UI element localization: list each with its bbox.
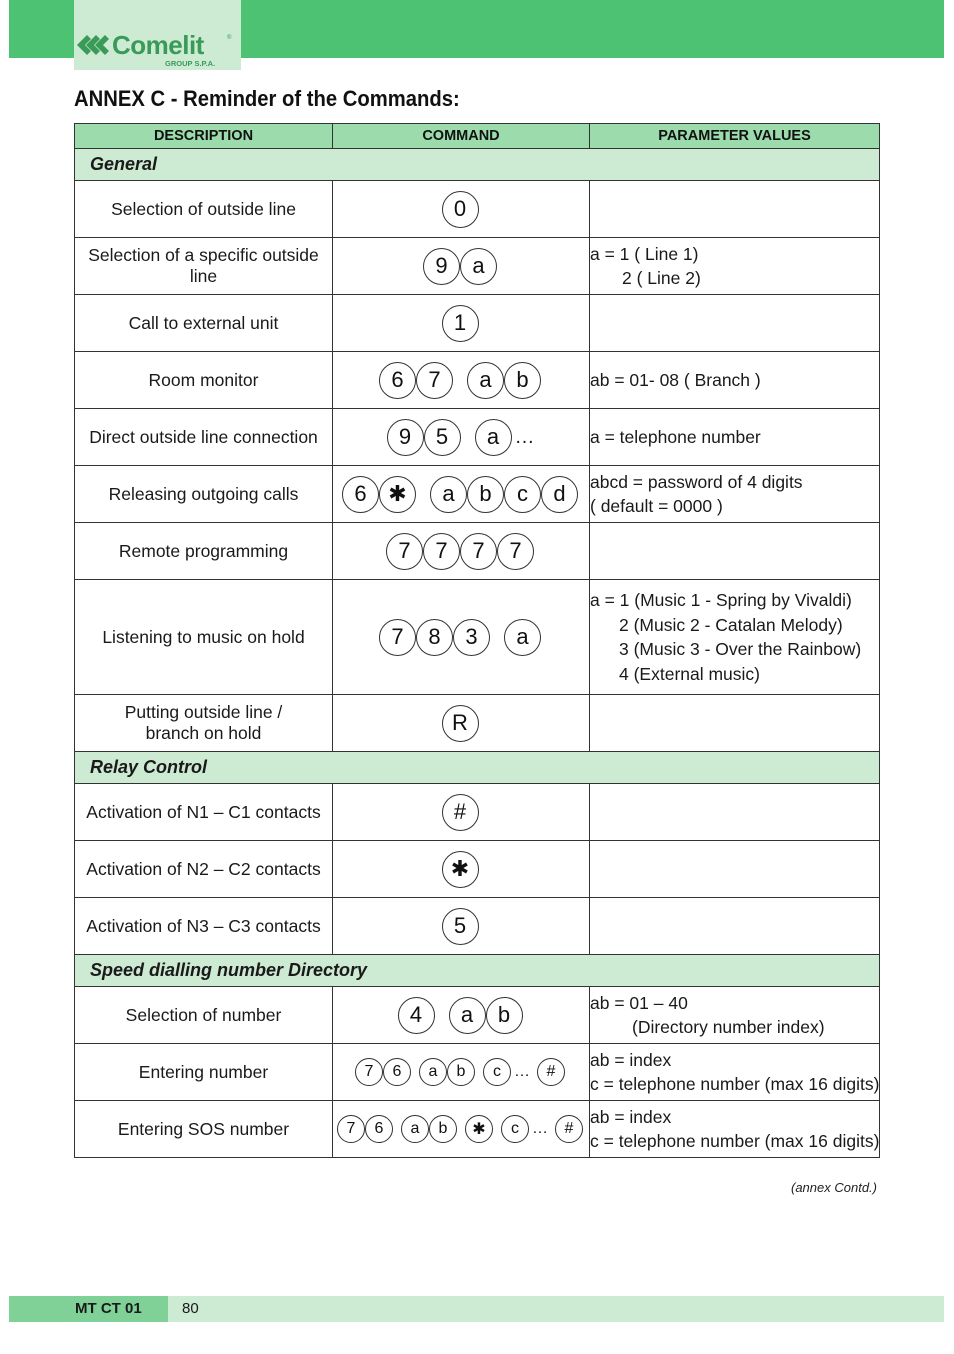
brand-name: Comelit xyxy=(112,30,204,60)
row-description: Remote programming xyxy=(75,523,333,580)
keypad-key: c xyxy=(483,1058,511,1086)
parameter-line: c = telephone number (max 16 digits) xyxy=(590,1074,880,1094)
footer-code-box xyxy=(9,1296,168,1322)
row-command xyxy=(333,695,590,752)
comelit-logo-icon xyxy=(77,32,111,58)
brand-logo xyxy=(74,0,241,70)
row-command xyxy=(333,466,590,523)
parameter-line: 2 (Music 2 - Catalan Melody) xyxy=(619,614,843,635)
parameter-line: 4 (External music) xyxy=(619,663,761,684)
brand-subtitle: GROUP S.P.A. xyxy=(165,59,216,68)
row-command xyxy=(333,784,590,841)
page-title: ANNEX C - Reminder of the Commands: xyxy=(74,86,460,111)
key-sequence xyxy=(443,908,480,945)
column-header-description: DESCRIPTION xyxy=(75,124,333,149)
key-sequence xyxy=(399,997,524,1034)
keypad-key: a xyxy=(430,476,467,513)
parameter-line: a = telephone number xyxy=(590,426,761,447)
keypad-key: a xyxy=(504,619,541,656)
ellipsis: … xyxy=(514,1063,530,1080)
row-parameters xyxy=(590,352,880,409)
row-parameters xyxy=(590,898,880,955)
table-row xyxy=(75,295,880,352)
keypad-key: a xyxy=(449,997,486,1034)
parameter-line: ( default = 0000 ) xyxy=(590,496,723,516)
keypad-key: b xyxy=(486,997,523,1034)
row-parameters xyxy=(590,784,880,841)
parameter-line: ab = 01 – 40 xyxy=(590,992,688,1013)
table-row xyxy=(75,695,880,752)
row-parameters xyxy=(590,295,880,352)
keypad-key: c xyxy=(504,476,541,513)
star-key: ✱ xyxy=(465,1115,493,1143)
row-parameters xyxy=(590,695,880,752)
row-command xyxy=(333,181,590,238)
row-parameters xyxy=(590,409,880,466)
keypad-key: 7 xyxy=(497,533,534,570)
keypad-key: 6 xyxy=(365,1115,393,1143)
row-description: Activation of N2 – C2 contacts xyxy=(75,841,333,898)
key-sequence xyxy=(424,248,498,285)
row-command xyxy=(333,523,590,580)
section-title-relay: Relay Control xyxy=(75,752,880,784)
row-parameters xyxy=(590,580,880,695)
table-row xyxy=(75,898,880,955)
footer-bar xyxy=(9,1296,944,1322)
row-command xyxy=(333,352,590,409)
row-description xyxy=(75,695,333,752)
keypad-key: 6 xyxy=(379,362,416,399)
key-sequence xyxy=(443,191,480,228)
row-parameters xyxy=(590,523,880,580)
row-description: Selection of number xyxy=(75,987,333,1044)
keypad-key: 7 xyxy=(460,533,497,570)
keypad-key: b xyxy=(429,1115,457,1143)
row-command xyxy=(333,987,590,1044)
section-row-general xyxy=(75,149,880,181)
parameter-line: c = telephone number (max 16 digits) xyxy=(590,1131,880,1151)
key-sequence xyxy=(380,619,542,656)
keypad-key: 7 xyxy=(355,1058,383,1086)
row-parameters xyxy=(590,181,880,238)
keypad-key: b xyxy=(504,362,541,399)
continued-note: (annex Contd.) xyxy=(791,1180,877,1195)
row-description: Room monitor xyxy=(75,352,333,409)
row-description: Releasing outgoing calls xyxy=(75,466,333,523)
row-command xyxy=(333,409,590,466)
star-key: ✱ xyxy=(442,851,479,888)
table-row xyxy=(75,238,880,295)
keypad-key: d xyxy=(541,476,578,513)
table-row xyxy=(75,352,880,409)
keypad-key: b xyxy=(467,476,504,513)
keypad-key: 9 xyxy=(423,248,460,285)
ellipsis: … xyxy=(514,425,535,448)
keypad-key: a xyxy=(460,248,497,285)
parameter-line: ab = index xyxy=(590,1049,672,1070)
keypad-key: 9 xyxy=(387,419,424,456)
star-key: ✱ xyxy=(379,476,416,513)
keypad-key: 0 xyxy=(442,191,479,228)
keypad-key: 6 xyxy=(342,476,379,513)
keypad-key: 5 xyxy=(424,419,461,456)
parameter-line: a = 1 (Music 1 - Spring by Vivaldi) xyxy=(590,590,852,610)
row-description: Direct outside line connection xyxy=(75,409,333,466)
row-parameters xyxy=(590,1101,880,1158)
key-sequence xyxy=(387,533,535,570)
hash-key: # xyxy=(555,1115,583,1143)
table-row xyxy=(75,523,880,580)
parameter-line: ab = index xyxy=(590,1106,672,1127)
keypad-key: 7 xyxy=(416,362,453,399)
key-sequence xyxy=(380,362,542,399)
row-command xyxy=(333,1044,590,1101)
row-parameters xyxy=(590,238,880,295)
section-row-speed-dialling xyxy=(75,955,880,987)
section-title-general: General xyxy=(75,149,880,181)
row-command xyxy=(333,580,590,695)
section-row-relay xyxy=(75,752,880,784)
keypad-key: c xyxy=(501,1115,529,1143)
key-sequence xyxy=(343,476,579,513)
column-header-command: COMMAND xyxy=(333,124,590,149)
key-sequence xyxy=(443,794,480,831)
ellipsis: … xyxy=(532,1120,548,1137)
row-description: Listening to music on hold xyxy=(75,580,333,695)
keypad-key: 7 xyxy=(423,533,460,570)
parameter-line: (Directory number index) xyxy=(632,1017,825,1037)
keypad-key: 7 xyxy=(386,533,423,570)
key-sequence xyxy=(443,705,480,742)
hash-key: # xyxy=(537,1058,565,1086)
keypad-key: R xyxy=(442,705,479,742)
keypad-key: 4 xyxy=(398,997,435,1034)
parameter-line: ab = 01- 08 ( Branch ) xyxy=(590,369,761,390)
table-row xyxy=(75,1101,880,1158)
parameter-line: abcd = password of 4 digits xyxy=(590,471,803,492)
keypad-key: b xyxy=(447,1058,475,1086)
keypad-key: 7 xyxy=(379,619,416,656)
keypad-key: a xyxy=(475,419,512,456)
row-command xyxy=(333,898,590,955)
row-description: Activation of N1 – C1 contacts xyxy=(75,784,333,841)
keypad-key: 7 xyxy=(337,1115,365,1143)
table-row xyxy=(75,580,880,695)
row-parameters xyxy=(590,1044,880,1101)
keypad-key: 5 xyxy=(442,908,479,945)
row-parameters xyxy=(590,466,880,523)
row-description: Selection of outside line xyxy=(75,181,333,238)
manual-code: MT CT 01 xyxy=(75,1300,142,1317)
parameter-line: 2 ( Line 2) xyxy=(622,268,701,288)
row-parameters xyxy=(590,987,880,1044)
row-command xyxy=(333,841,590,898)
keypad-key: a xyxy=(401,1115,429,1143)
table-header-row xyxy=(75,124,880,149)
row-description: Call to external unit xyxy=(75,295,333,352)
parameter-line: 3 (Music 3 - Over the Rainbow) xyxy=(619,639,862,659)
table-row xyxy=(75,841,880,898)
row-parameters xyxy=(590,841,880,898)
table-row xyxy=(75,784,880,841)
key-sequence xyxy=(443,305,480,342)
keypad-key: a xyxy=(419,1058,447,1086)
key-sequence xyxy=(356,1058,566,1086)
key-sequence xyxy=(338,1115,584,1143)
table-row xyxy=(75,181,880,238)
keypad-key: a xyxy=(467,362,504,399)
row-description: Entering number xyxy=(75,1044,333,1101)
key-sequence xyxy=(443,851,480,888)
row-description: Selection of a specific outside line xyxy=(75,238,333,295)
row-command xyxy=(333,1101,590,1158)
keypad-key: 3 xyxy=(453,619,490,656)
table-row xyxy=(75,987,880,1044)
hash-key: # xyxy=(442,794,479,831)
row-description: Activation of N3 – C3 contacts xyxy=(75,898,333,955)
column-header-parameter-values: PARAMETER VALUES xyxy=(590,124,880,149)
commands-table xyxy=(74,123,880,1158)
row-command xyxy=(333,295,590,352)
row-command xyxy=(333,238,590,295)
key-sequence xyxy=(388,419,535,456)
keypad-key: 6 xyxy=(383,1058,411,1086)
table-row xyxy=(75,466,880,523)
keypad-key: 1 xyxy=(442,305,479,342)
keypad-key: 8 xyxy=(416,619,453,656)
description-line: Putting outside line / xyxy=(124,702,283,722)
page-number: 80 xyxy=(182,1300,199,1317)
section-title-speed-dialling: Speed dialling number Directory xyxy=(75,955,880,987)
row-description: Entering SOS number xyxy=(75,1101,333,1158)
description-line: branch on hold xyxy=(145,723,262,743)
brand-registered-mark: ® xyxy=(227,35,232,41)
table-row xyxy=(75,1044,880,1101)
parameter-line: a = 1 ( Line 1) xyxy=(590,243,699,264)
table-row xyxy=(75,409,880,466)
